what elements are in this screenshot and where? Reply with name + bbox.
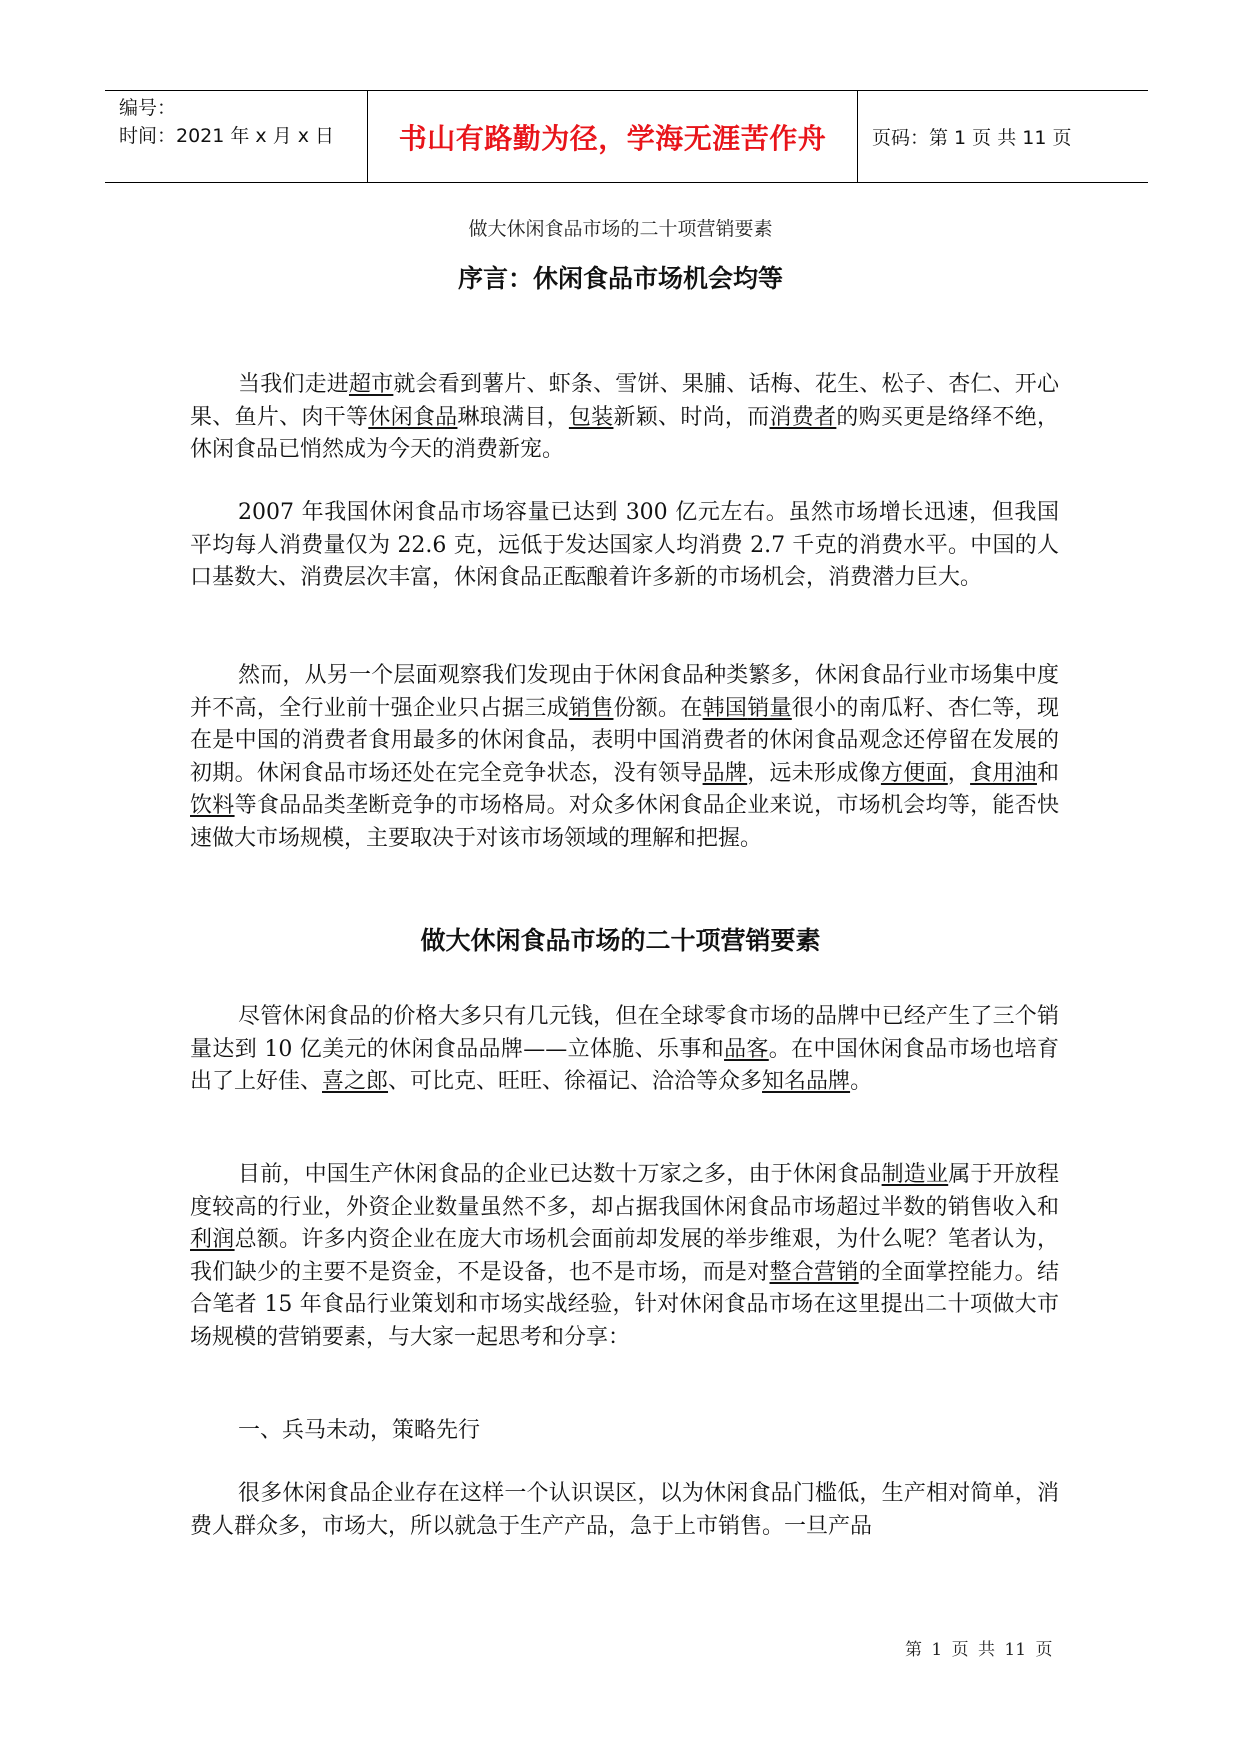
hyperlink-term: 韩国: [702, 695, 748, 721]
paragraph-text: 新颖、时尚，而: [613, 404, 770, 430]
header-meta-cell: [105, 91, 368, 182]
hyperlink-term: 喜之郎: [322, 1069, 389, 1094]
hyperlink-term: 超市: [348, 372, 394, 397]
paragraph-text: 总额。许多内资企业在庞大市场机会面前却发展的举步维艰，为什么呢？笔者认为，我们缺少的主要不是资金，不是设备，也不是市场，而是对: [190, 1227, 1059, 1285]
paragraph-text: 目前，中国生产休闲食品的企业已达数十万家之多，由于休闲食品: [238, 1162, 882, 1187]
paragraph: [190, 1478, 1059, 1543]
document-subtitle: 做大休闲食品市场的二十项营销要素: [468, 218, 773, 240]
paragraph-text: 琳琅满目，: [457, 404, 569, 430]
section-title: 做大休闲食品市场的二十项营销要素: [420, 926, 821, 955]
hyperlink-term: 饮料: [190, 793, 235, 818]
paragraph-text: ，远未形成像: [747, 760, 881, 786]
page-footer: 第 1 页 共 11 页: [905, 1640, 1053, 1660]
paragraph-text: ，: [947, 760, 971, 786]
paragraph: [190, 1159, 1059, 1354]
paragraph-text: 等食品品类垄断竞争的市场格局。对众多休闲食品企业来说，市场机会均等，能否快速做大市场规模，主要取决于对该市场领域的理解和把握。: [190, 793, 1059, 851]
hyperlink-term: 制造业: [881, 1162, 949, 1187]
paragraph-text: 份额。在: [613, 695, 703, 721]
hyperlink-term: 品牌: [702, 760, 748, 786]
page-header: [105, 90, 1148, 183]
paragraph: [190, 1415, 1059, 1448]
header-motto: 书山有路勤为径，学海无涯苦作舟: [368, 91, 858, 182]
paragraph-text: 属于开放程度较高的行业，外资企业数量虽然不多，却占据我国休闲食品市场超过半数的销售收入和: [190, 1162, 1059, 1220]
paragraph-text: 很多休闲食品企业存在这样一个认识误区，以为休闲食品门槛低，生产相对简单，消费人群众多，市场大，所以就急于生产产品，急于上市销售。一旦产品: [190, 1481, 1059, 1539]
paragraph: [190, 1001, 1059, 1099]
time-label: 时间：2021 年 x 月 x 日: [119, 125, 335, 147]
header-page-info: 页码：第 1 页 共 11 页: [872, 127, 1072, 149]
preface-title: 序言：休闲食品市场机会均等: [457, 264, 783, 293]
paragraph-text: 和: [1036, 760, 1059, 786]
hyperlink-term: 销量: [747, 695, 792, 721]
hyperlink-term: 休闲食品: [368, 404, 458, 430]
paragraph: [190, 497, 1059, 595]
paragraph-text: 很小的南瓜籽、杏仁等，现在是中国的消费者食用最多的休闲食品，表明中国消费者的休闲食品观念还停留在发展的初期。休闲食品市场还处在完全竞争状态，没有领导: [190, 695, 1059, 786]
paragraph-text: 然而，从另一个层面观察我们发现由于休闲食品种类繁多，休闲食品行业市场集中度并不高，全行业前十强企业只占据三成: [190, 663, 1059, 721]
hyperlink-term: 利润: [190, 1227, 235, 1252]
paragraph-text: 。: [850, 1069, 873, 1094]
paragraph-text: 当我们走进: [238, 372, 349, 397]
hyperlink-term: 消费者: [769, 404, 837, 430]
paragraph-text: 、可比克、旺旺、徐福记、洽洽等众多: [388, 1069, 763, 1094]
paragraph-text: 就会看到薯片、虾条、雪饼、果脯、话梅、花生、松子、杏仁、开心果、鱼片、肉干等: [190, 372, 1059, 430]
paragraph-text: 2007 年我国休闲食品市场容量已达到 300 亿元左右。虽然市场增长迅速，但我国平均每人消费量仅为 22.6 克，远低于发达国家人均消费 2.7 千克的消费水平。中国的人口基数大、消费层次丰富，休闲食品正酝酿着许多新的市场机会，消费潜力巨大。: [190, 500, 1059, 590]
hyperlink-term: 食用油: [970, 760, 1037, 786]
hyperlink-term: 知名品牌: [762, 1069, 851, 1094]
paragraph: [190, 660, 1059, 855]
hyperlink-term: 销售: [568, 695, 614, 721]
paragraph-text: 尽管休闲食品的价格大多只有几元钱，但在全球零食市场的品牌中已经产生了三个销量达到 10 亿美元的休闲食品品牌——立体脆、乐事和: [190, 1004, 1059, 1062]
paragraph: [190, 369, 1059, 467]
hyperlink-term: 方便面: [880, 760, 948, 786]
hyperlink-term: 品客: [724, 1036, 769, 1062]
paragraph-text: 。在中国休闲食品市场也培育出了上好佳、: [190, 1036, 1059, 1094]
paragraph-text: 一、兵马未动，策略先行: [238, 1418, 481, 1443]
hyperlink-term: 包装: [568, 404, 614, 430]
hyperlink-term: 整合营销: [769, 1259, 859, 1285]
paragraph-text: 的购买更是络绎不绝，休闲食品已悄然成为今天的消费新宠。: [190, 404, 1059, 462]
paragraph-text: 的全面掌控能力。结合笔者 15 年食品行业策划和市场实战经验，针对休闲食品市场在这里提出二十项做大市场规模的营销要素，与大家一起思考和分享：: [190, 1259, 1059, 1350]
serial-number-label: 编号：: [119, 97, 177, 119]
